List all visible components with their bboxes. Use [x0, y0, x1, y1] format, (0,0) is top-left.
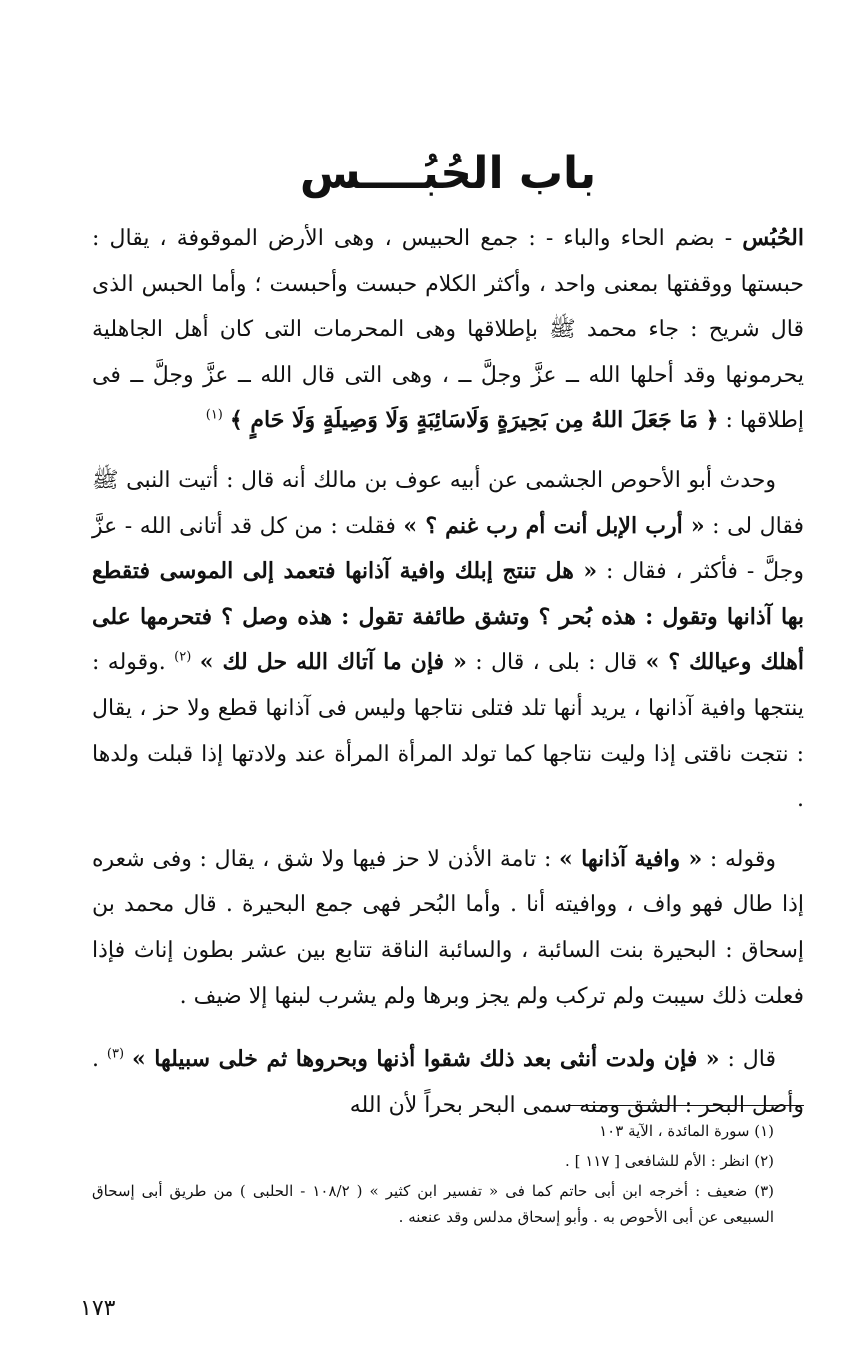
footnote-marker: (١)	[205, 408, 223, 424]
paragraph-definition	[92, 216, 804, 444]
paragraph-text: وقوله :	[702, 846, 777, 872]
hadith-quote: « أرب الإبل أنت أم رب غنم ؟ »	[403, 512, 705, 539]
hadith-quote: « هل تنتج إبلك وافية آذانها فتعمد إلى الموسى فتقطع بها آذانها وتقول : هذه بُحر ؟ وتشق طائفة تقول : هذه وصل ؟ فتحرمها على أهلك وعيالك ؟ »	[92, 558, 805, 676]
defined-term: الحُبُس	[742, 225, 804, 251]
paragraph-text: وحدث أبو الأحوص الجشمى عن أبيه عوف بن مالك أنه قال : أتيت النبى ﷺ فقال لى :	[92, 467, 804, 539]
footnote-marker: (٢)	[174, 650, 192, 666]
quoted-phrase: « فإن ولدت أنثى بعد ذلك شقوا أذنها وبحروها ثم خلى سبيلها »	[131, 1046, 720, 1073]
footnote-1: (١) سورة المائدة ، الآية ١٠٣	[599, 1122, 774, 1140]
page-number: ١٧٣	[80, 1296, 116, 1321]
paragraph-text: فقلت : من كل قد أتانى الله - عزَّ وجلَّ - فأكثر ، فقال :	[92, 513, 805, 585]
footnote-3: (٣) ضعيف : أخرجه ابن أبى حاتم كما فى « تفسير ابن كثير » ( ١٠٨/٢ - الحلبى ) من طريق أبى إسحاق السبيعى عن أبى الأحوص به . وأبو إسحاق مدلس وقد عنعنه .	[92, 1182, 774, 1226]
paragraph-text: : تامة الأذن لا حز فيها ولا شق ، يقال : وفى شعره إذا طال فهو واف ، ووافيته أنا . وأما البُحر فهى جمع البحيرة . قال محمد بن إسحاق : البحيرة بنت السائبة ، والسائبة الناقة تتابع بين عشر بطون إناث فإذا فعلت ذلك سيبت ولم تركب ولم يجز وبرها ولم يشرب لبنها إلا ضيف .	[92, 846, 804, 1009]
hadith-quote: « فإن ما آتاك الله حل لك »	[199, 649, 467, 676]
footnote-marker: (٣)	[106, 1046, 125, 1062]
paragraph-text: - بضم الحاء والباء - : جمع الحبيس ، وهى الأرض الموقوفة ، يقال : حبستها ووقفتها بمعنى واحد ، وأكثر الكلام حبست وأحبست ؛ وأما الحبس الذى قال شريح : جاء محمد ﷺ بإطلاقها وهى المحرمات التى كان أهل الجاهلية يحرمونها وقد أحلها الله ــ عزَّ وجلَّ ــ ، وهى التى قال الله ــ عزَّ وجلَّ ــ فى إطلاقها :	[92, 226, 804, 434]
paragraph-text: قال :	[719, 1047, 776, 1073]
paragraph-text: . وأصل البحر : الشق ومنه سمى البحر بحراً لأن الله	[92, 1047, 804, 1118]
page-body	[92, 140, 804, 1128]
paragraph-hadith	[92, 458, 804, 823]
paragraph-explanation	[92, 837, 804, 1019]
quoted-phrase: « وافية آذانها »	[559, 845, 703, 872]
quran-verse: ﴿ مَا جَعَلَ اللهُ مِن بَحِيرَةٍ وَلَاسَائِبَةٍ وَلَا وَصِيلَةٍ وَلَا حَامٍ ﴾	[229, 407, 719, 434]
footnote-2: (٢) انظر : الأم للشافعى [ ١١٧ ] .	[565, 1152, 774, 1170]
paragraph-text: .وقوله : ينتجها وافية آذانها ، يريد أنها تلد فتلى نتاجها وليس فى آذانها قطع ولا حز ، يقال : نتجت ناقتى إذا وليت نتاجها كما تولد المرأة المرأة عند ولادتها إذا قبلت ولدها .	[92, 650, 804, 813]
paragraph-text: قال : بلى ، قال :	[466, 650, 646, 676]
footnotes	[92, 1118, 804, 1230]
chapter-title: باب الحُبُــــس	[299, 148, 597, 199]
footnote-divider	[566, 1105, 804, 1106]
paragraph-closing	[92, 1037, 804, 1128]
